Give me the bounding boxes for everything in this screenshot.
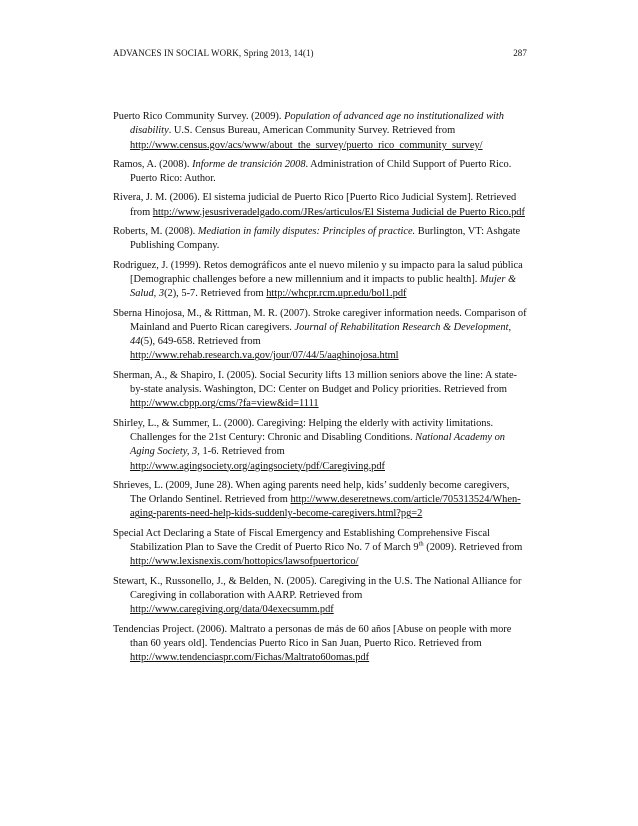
reference-url[interactable]: http://www.caregiving.org/data/04execsumm.pdf <box>130 604 334 616</box>
reference-entry: Shirley, L., & Summer, L. (2000). Caregiving: Helping the elderly with activity limitations. Challenges for the 21st Century: Chronic and Disabling Conditions. National Academy on Aging Society, 3, 1-6. Retrieved from http://www.agingsociety.org/agingsociety/pdf/Caregiving.pdf <box>113 417 505 472</box>
reference-list <box>113 110 527 670</box>
reference-url[interactable]: http://www.agingsociety.org/agingsociety/pdf/Caregiving.pdf <box>130 460 386 472</box>
reference-entry: Tendencias Project. (2006). Maltrato a personas de más de 60 años [Abuse on people with more than 60 years old]. Tendencias Puerto Rico in San Juan, Puerto Rico. Retrieved from http://www.tendenciaspr.com/Fichas/Maltrato60omas.pdf <box>113 623 512 664</box>
reference-url[interactable]: http://www.tendenciaspr.com/Fichas/Maltrato60omas.pdf <box>130 652 370 664</box>
reference-entry: Sherman, A., & Shapiro, I. (2005). Social Security lifts 13 million seniors above the line: A state-by-state analysis. Washington, DC: Center on Budget and Policy priorities. Retrieved from http://www.cbpp.org/cms/?fa=view&id=1111 <box>113 369 518 410</box>
reference-url[interactable]: http://www.deseretnews.com/article/705313524/When-aging-parents-need-help-kids-suddenly-become-caregivers.html?pg=2 <box>130 494 521 520</box>
reference-entry: Special Act Declaring a State of Fiscal Emergency and Establishing Comprehensive Fiscal Stabilization Plan to Save the Credit of Puerto Rico No. 7 of March 9th (2009). Retrieved from http://www.lexisnexis.com/hottopics/lawsofpuertorico/ <box>113 527 523 568</box>
reference-url[interactable]: http://whcpr.rcm.upr.edu/bol1.pdf <box>266 288 407 300</box>
reference-url[interactable]: http://www.cbpp.org/cms/?fa=view&id=1111 <box>130 398 319 410</box>
reference-url[interactable]: http://www.rehab.research.va.gov/jour/07/44/5/aaghinojosa.html <box>130 350 399 362</box>
reference-entry: Puerto Rico Community Survey. (2009). Population of advanced age no institutionalized with disability. U.S. Census Bureau, American Community Survey. Retrieved from http://www.census.gov/acs/www/about_the_survey/puerto_rico_community_survey/ <box>113 111 504 151</box>
ordinal-suffix: th <box>418 540 424 548</box>
page-number: 287 <box>513 48 527 58</box>
reference-entry: Rodriguez, J. (1999). Retos demográficos ante el nuevo milenio y su impacto para la salud pública [Demographic challenges before a new millennium and it impacts to public health]. Mujer & Salud, 3(2), 5-7. Retrieved from http://whcpr.rcm.upr.edu/bol1.pdf <box>113 259 523 300</box>
journal-citation: ADVANCES IN SOCIAL WORK, Spring 2013, 14(1) <box>113 48 314 58</box>
reference-entry: Stewart, K., Russonello, J., & Belden, N. (2005). Caregiving in the U.S. The National Alliance for Caregiving in collaboration with AARP. Retrieved from http://www.caregiving.org/data/04execsumm.pdf <box>113 575 522 616</box>
reference-entry: Ramos, A. (2008). Informe de transición 2008. Administration of Child Support of Puerto Rico. Puerto Rico: Author. <box>113 158 512 185</box>
reference-entry: Roberts, M. (2008). Mediation in family disputes: Principles of practice. Burlington, VT: Ashgate Publishing Company. <box>113 226 521 252</box>
reference-url[interactable]: http://www.jesusriveradelgado.com/JRes/articulos/El Sistema Judicial de Puerto Rico.pdf <box>152 206 525 218</box>
reference-entry: Sberna Hinojosa, M., & Rittman, M. R. (2007). Stroke caregiver information needs. Comparison of Mainland and Puerto Rican caregivers. Journal of Rehabilitation Research & Development, 44(5), 649-658. Retrieved from http://www.rehab.research.va.gov/jour/07/44/5/aaghinojosa.html <box>113 307 527 362</box>
reference-entry: Rivera, J. M. (2006). El sistema judicial de Puerto Rico [Puerto Rico Judicial System]. Retrieved from http://www.jesusriveradelgado.com/JRes/articulos/El Sistema Judicial de Puerto Rico.pdf <box>113 192 525 218</box>
reference-url[interactable]: http://www.census.gov/acs/www/about_the_survey/puerto_rico_community_survey/ <box>130 139 483 151</box>
reference-entry: Shrieves, L. (2009, June 28). When aging parents need help, kids’ suddenly become caregivers, The Orlando Sentinel. Retrieved from http://www.deseretnews.com/article/705313524/When-aging-parents-need-help-kids-suddenly-become-caregivers.html?pg=2 <box>113 479 521 520</box>
reference-url[interactable]: http://www.lexisnexis.com/hottopics/lawsofpuertorico/ <box>130 556 359 568</box>
